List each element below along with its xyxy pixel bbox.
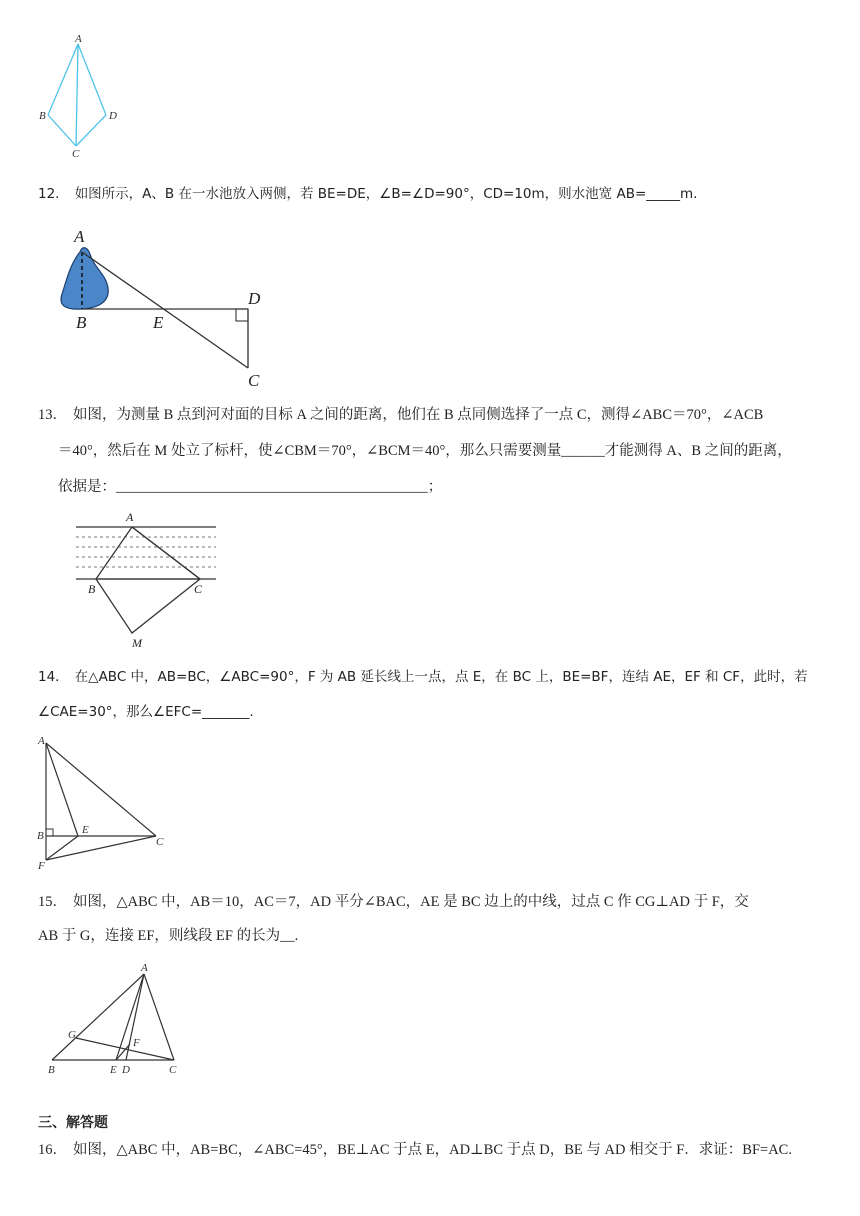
question-12: [38, 184, 697, 204]
edge-ac-15: [144, 974, 174, 1060]
river-label-a: A: [126, 510, 134, 524]
tri15-label-g: G: [68, 1029, 76, 1041]
question-14-text-2: ∠CAE=30°，那么∠EFC=_______.: [38, 704, 254, 720]
question-13-line-3: [58, 477, 442, 497]
kite-label-d: D: [109, 110, 117, 122]
kite-edge-bc: [48, 115, 76, 146]
question-13-text-2: ＝40°，然后在 M 处立了标杆，使∠CBM＝70°，∠BCM＝40°，那么只需要测量______才能测得 A、B 之间的距离，: [58, 443, 792, 459]
triangle-15-figure: [44, 958, 194, 1078]
question-14-text-1: 在△ABC 中，AB=BC，∠ABC=90°，F 为 AB 延长线上一点，点 E，在 BC 上，BE=BF，连结 AE，EF 和 CF，此时，若: [74, 669, 808, 685]
river-label-b: B: [88, 582, 96, 596]
question-13-text-1: 如图，为测量 B 点到河对面的目标 A 之间的距离，他们在 B 点同侧选择了一点 C，测得∠ABC＝70°，∠ACB: [73, 407, 764, 423]
quad-abmc: [96, 527, 200, 633]
question-15-text-2: AB 于 G，连接 EF，则线段 EF 的长为__.: [38, 928, 299, 944]
kite-diagonal-ac: [76, 44, 78, 146]
kite-edge-ad: [78, 44, 106, 115]
question-15-line-1: [38, 892, 749, 912]
tri15-label-f: F: [133, 1037, 140, 1049]
question-14-number: 14．: [38, 669, 69, 685]
question-15-line-2: [38, 926, 298, 946]
question-12-text: 如图所示，A、B 在一水池放入两侧，若 BE=DE，∠B=∠D=90°，CD=10m，则水池宽 AB=_____m.: [74, 186, 698, 202]
line-ac-river: [132, 527, 200, 579]
tri14-label-a: A: [38, 735, 45, 747]
pond-label-e: E: [153, 313, 164, 332]
question-13-line-1: [38, 405, 763, 425]
question-13-line-2: [58, 441, 792, 461]
kite-label-a: A: [75, 33, 82, 45]
kite-figure: [36, 32, 126, 162]
line-ac: [82, 252, 248, 368]
pond-label-d: D: [248, 289, 261, 308]
pond-label-c: C: [248, 371, 260, 390]
question-14-line-2: [38, 702, 254, 722]
kite-label-c: C: [72, 148, 80, 160]
right-angle-mark-d: [236, 309, 248, 321]
question-15-number: 15．: [38, 894, 67, 910]
question-13-text-3: 依据是：___________________________________________；: [58, 479, 443, 495]
kite-label-b: B: [39, 110, 46, 122]
tri15-label-b: B: [48, 1064, 55, 1076]
pond-label-b: B: [76, 313, 87, 332]
kite-edge-ab: [48, 44, 78, 115]
question-16: [38, 1140, 792, 1160]
question-15-text-1: 如图，△ABC 中，AB＝10，AC＝7，AD 平分∠BAC，AE 是 BC 边上的中线，过点 C 作 CG⊥AD 于 F，交: [73, 894, 749, 910]
pond-label-a: A: [74, 227, 85, 246]
river-label-m: M: [132, 636, 142, 650]
triangle-14-figure: [34, 735, 174, 875]
question-16-text: 如图，△ABC 中，AB=BC，∠ABC=45°，BE⊥AC 于点 E，AD⊥BC 于点 D，BE 与 AD 相交于 F．求证：BF=AC.: [73, 1142, 792, 1158]
right-angle-mark-b: [46, 829, 53, 836]
tri14-label-e: E: [82, 824, 89, 836]
pond-figure: [52, 224, 282, 394]
tri15-label-a: A: [141, 962, 148, 974]
tri14-label-f: F: [38, 860, 45, 872]
question-12-number: 12．: [38, 186, 69, 202]
river-figure: [66, 505, 226, 655]
river-label-c: C: [194, 582, 203, 596]
question-14-line-1: [38, 667, 808, 687]
question-13-number: 13．: [38, 407, 67, 423]
tri15-label-d: D: [122, 1064, 130, 1076]
tri15-label-e: E: [110, 1064, 117, 1076]
kite-edge-dc: [76, 115, 106, 146]
tri14-label-b: B: [37, 830, 44, 842]
pond-shape: [61, 248, 108, 309]
tri15-label-c: C: [169, 1064, 177, 1076]
tri14-label-c: C: [156, 836, 164, 848]
question-16-number: 16．: [38, 1142, 67, 1158]
section-3-title: 三、解答题: [38, 1115, 108, 1131]
